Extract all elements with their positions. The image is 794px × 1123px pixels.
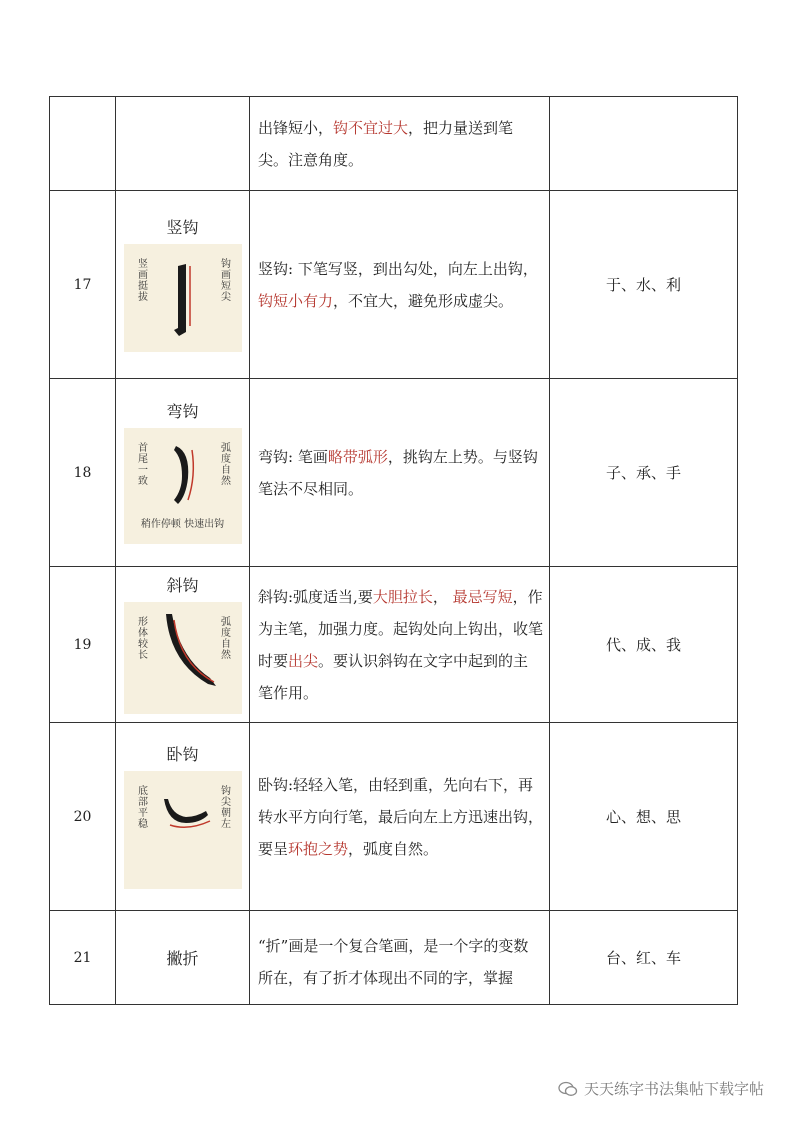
card-note-left: 首尾一致: [135, 442, 147, 486]
description-text: 出锋短小，: [258, 118, 334, 137]
stroke-description: [250, 567, 550, 723]
footer-text: 天天练字书法集帖下载字帖: [583, 1080, 764, 1098]
example-characters: [550, 97, 738, 191]
example-characters: 台、红、车: [550, 911, 738, 1005]
calligraphy-card: [124, 771, 242, 889]
stroke-name: 斜钩: [166, 576, 199, 595]
table-row: [50, 723, 738, 911]
card-note-left: 形体较长: [135, 616, 147, 660]
stroke-name: 卧钩: [166, 745, 199, 764]
description-text: 斜钩:弧度适当,要: [258, 587, 373, 606]
highlighted-text: 钩短小有力: [258, 291, 334, 310]
example-characters: 代、成、我: [550, 567, 738, 723]
example-characters: 子、承、手: [550, 379, 738, 567]
stroke-description: [250, 723, 550, 911]
calligraphy-card: [124, 244, 242, 352]
stroke-description: [250, 97, 550, 191]
description-text: ，: [432, 587, 453, 606]
calligraphy-card: [124, 602, 242, 714]
row-number: [50, 97, 116, 191]
card-note-right: 弧度自然: [218, 442, 230, 486]
example-characters: 心、想、思: [550, 723, 738, 911]
table-row: [50, 567, 738, 723]
highlighted-text: 环抱之势: [288, 839, 349, 858]
stroke-table: [49, 96, 738, 1005]
row-number: 19: [50, 567, 116, 723]
stroke-description: [250, 191, 550, 379]
description-text: 。要认识斜钩在文字中起到的主笔作用。: [258, 651, 529, 702]
table-row: [50, 911, 738, 1005]
stroke-name-cell: [116, 191, 250, 379]
highlighted-text: 钩不宜过大: [333, 118, 409, 137]
description-text: ，弧度自然。: [348, 839, 439, 858]
stroke-name-cell: [116, 911, 250, 1005]
stroke-name-cell: [116, 97, 250, 191]
description-text: “折”画是一个复合笔画，是一个字的变数所在，有了折才体现出不同的字，掌握: [258, 936, 529, 987]
row-number: 17: [50, 191, 116, 379]
description-text: 竖钩: 下笔写竖，到出勾处，向左上出钩，: [258, 259, 538, 278]
card-note-right: 钩画短尖: [218, 258, 230, 302]
example-characters: 于、水、利: [550, 191, 738, 379]
highlighted-text: 出尖: [288, 651, 319, 670]
card-note-left: 底部平稳: [135, 785, 147, 829]
row-number: 18: [50, 379, 116, 567]
card-note-right: 弧度自然: [218, 616, 230, 660]
stroke-description: [250, 379, 550, 567]
stroke-name-cell: [116, 567, 250, 723]
description-text: ，作为主笔，加强力度。起钩处向上钩出，收笔时要: [258, 587, 544, 670]
table-row: [50, 379, 738, 567]
wechat-icon: [558, 1081, 578, 1097]
stroke-name: 竖钩: [166, 218, 199, 237]
description-text: 弯钩: 笔画: [258, 447, 328, 466]
stroke-name: 弯钩: [166, 402, 199, 421]
description-text: ，挑钩左上势。与竖钩笔法不尽相同。: [258, 447, 538, 498]
stroke-name: 撇折: [166, 949, 199, 968]
stroke-description: [250, 911, 550, 1005]
description-text: 卧钩:轻轻入笔，由轻到重，先向右下，再转水平方向行笔，最后向左上方迅速出钩，要呈: [258, 775, 544, 858]
description-text: ，把力量送到笔尖。注意角度。: [258, 118, 514, 169]
highlighted-text: 略带弧形: [327, 447, 388, 466]
footer-watermark: [558, 1078, 764, 1099]
row-number: 20: [50, 723, 116, 911]
description-text: ，不宜大，避免形成虚尖。: [333, 291, 514, 310]
card-note-right: 钩尖朝左: [218, 785, 230, 829]
card-note-left: 竖画挺拔: [135, 258, 147, 302]
table-row: [50, 97, 738, 191]
calligraphy-card: [124, 428, 242, 544]
stroke-name-cell: [116, 723, 250, 911]
row-number: 21: [50, 911, 116, 1005]
highlighted-text: 最忌写短: [452, 587, 513, 606]
stroke-name-cell: [116, 379, 250, 567]
card-note-bottom: 稍作停顿 快速出钩: [140, 519, 225, 530]
table-row: [50, 191, 738, 379]
highlighted-text: 大胆拉长: [372, 587, 433, 606]
